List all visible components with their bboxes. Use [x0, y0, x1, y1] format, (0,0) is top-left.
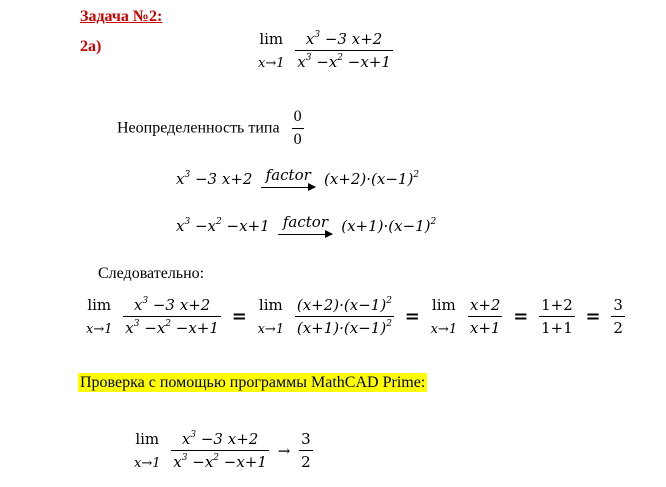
chain-limit-3: lim x→1: [430, 296, 458, 337]
check-text: [78, 374, 427, 392]
equals-sign: =: [404, 306, 420, 327]
factor-label-2: factor: [282, 213, 328, 231]
right-arrow-icon: [261, 187, 315, 188]
check-limit: lim x→1: [134, 430, 161, 471]
main-limit: [258, 30, 393, 71]
chain-result: $\frac{3}{2}$: [613, 296, 623, 337]
right-arrow-icon: [278, 234, 332, 235]
consequently-text: Следовательно:: [98, 265, 205, 282]
equals-sign: =: [585, 306, 601, 327]
equals-sign: =: [231, 306, 247, 327]
limit-denominator: $x^3 -x^2 -x+1$: [295, 50, 393, 71]
factor-row2-right: $(x+1)\cdot(x-1)^2$: [341, 217, 437, 235]
arrow-icon: →: [277, 441, 291, 460]
lim-text: lim: [259, 30, 284, 48]
equality-chain: [86, 296, 625, 337]
chain-fraction-4: $\frac{1+2}{1+1}$: [541, 296, 573, 337]
factor-arrow-1: [261, 166, 315, 188]
indeterminacy-fraction: [292, 108, 304, 149]
factor-row-2: [176, 213, 436, 235]
factor-row-1: [176, 166, 419, 188]
chain-fraction-2: $\frac{(x+2)\cdot(x-1)^2}{(x+1)\cdot(x-1)^2}$: [296, 296, 392, 337]
factor-arrow-2: [278, 213, 332, 235]
chain-limit-1: lim x→1: [86, 296, 113, 337]
indeterminacy-num: 0: [293, 108, 302, 125]
mathcad-result: [134, 430, 313, 471]
indeterminacy-den: 0: [292, 128, 304, 149]
limit-fraction: [295, 30, 393, 71]
limit-numerator: $x^3 -3$ x+2: [305, 30, 383, 48]
indeterminacy-text: Неопределенность типа: [117, 119, 280, 137]
chain-fraction-3: $\frac{x+2}{x+1}$: [469, 296, 501, 337]
factor-row2-left: $x^3 -x^2 -x+1$: [176, 217, 270, 235]
check-fraction: $\frac{x^3 -3 x+2}{x^3 -x^2 -x+1}$: [173, 430, 267, 471]
equals-sign: =: [513, 306, 529, 327]
indeterminacy-line: [117, 108, 304, 149]
factor-row1-right: $(x+2)\cdot(x-1)^2$: [324, 170, 420, 188]
task-title: Задача №2:: [80, 8, 163, 25]
chain-limit-2: lim x→1: [257, 296, 285, 337]
factor-row1-left: $x^3 -3$ x+2: [176, 170, 253, 188]
limit-operator: [258, 30, 285, 71]
factor-label-1: factor: [265, 166, 311, 184]
chain-fraction-1: $\frac{x^3 -3 x+2}{x^3 -x^2 -x+1}$: [125, 296, 219, 337]
check-result: $\frac{3}{2}$: [301, 430, 311, 471]
highlighted-check-text: Проверка с помощью программы MathCAD Prime:: [80, 374, 426, 391]
task-label: 2а): [80, 38, 102, 55]
lim-sub: x→1: [258, 56, 285, 71]
